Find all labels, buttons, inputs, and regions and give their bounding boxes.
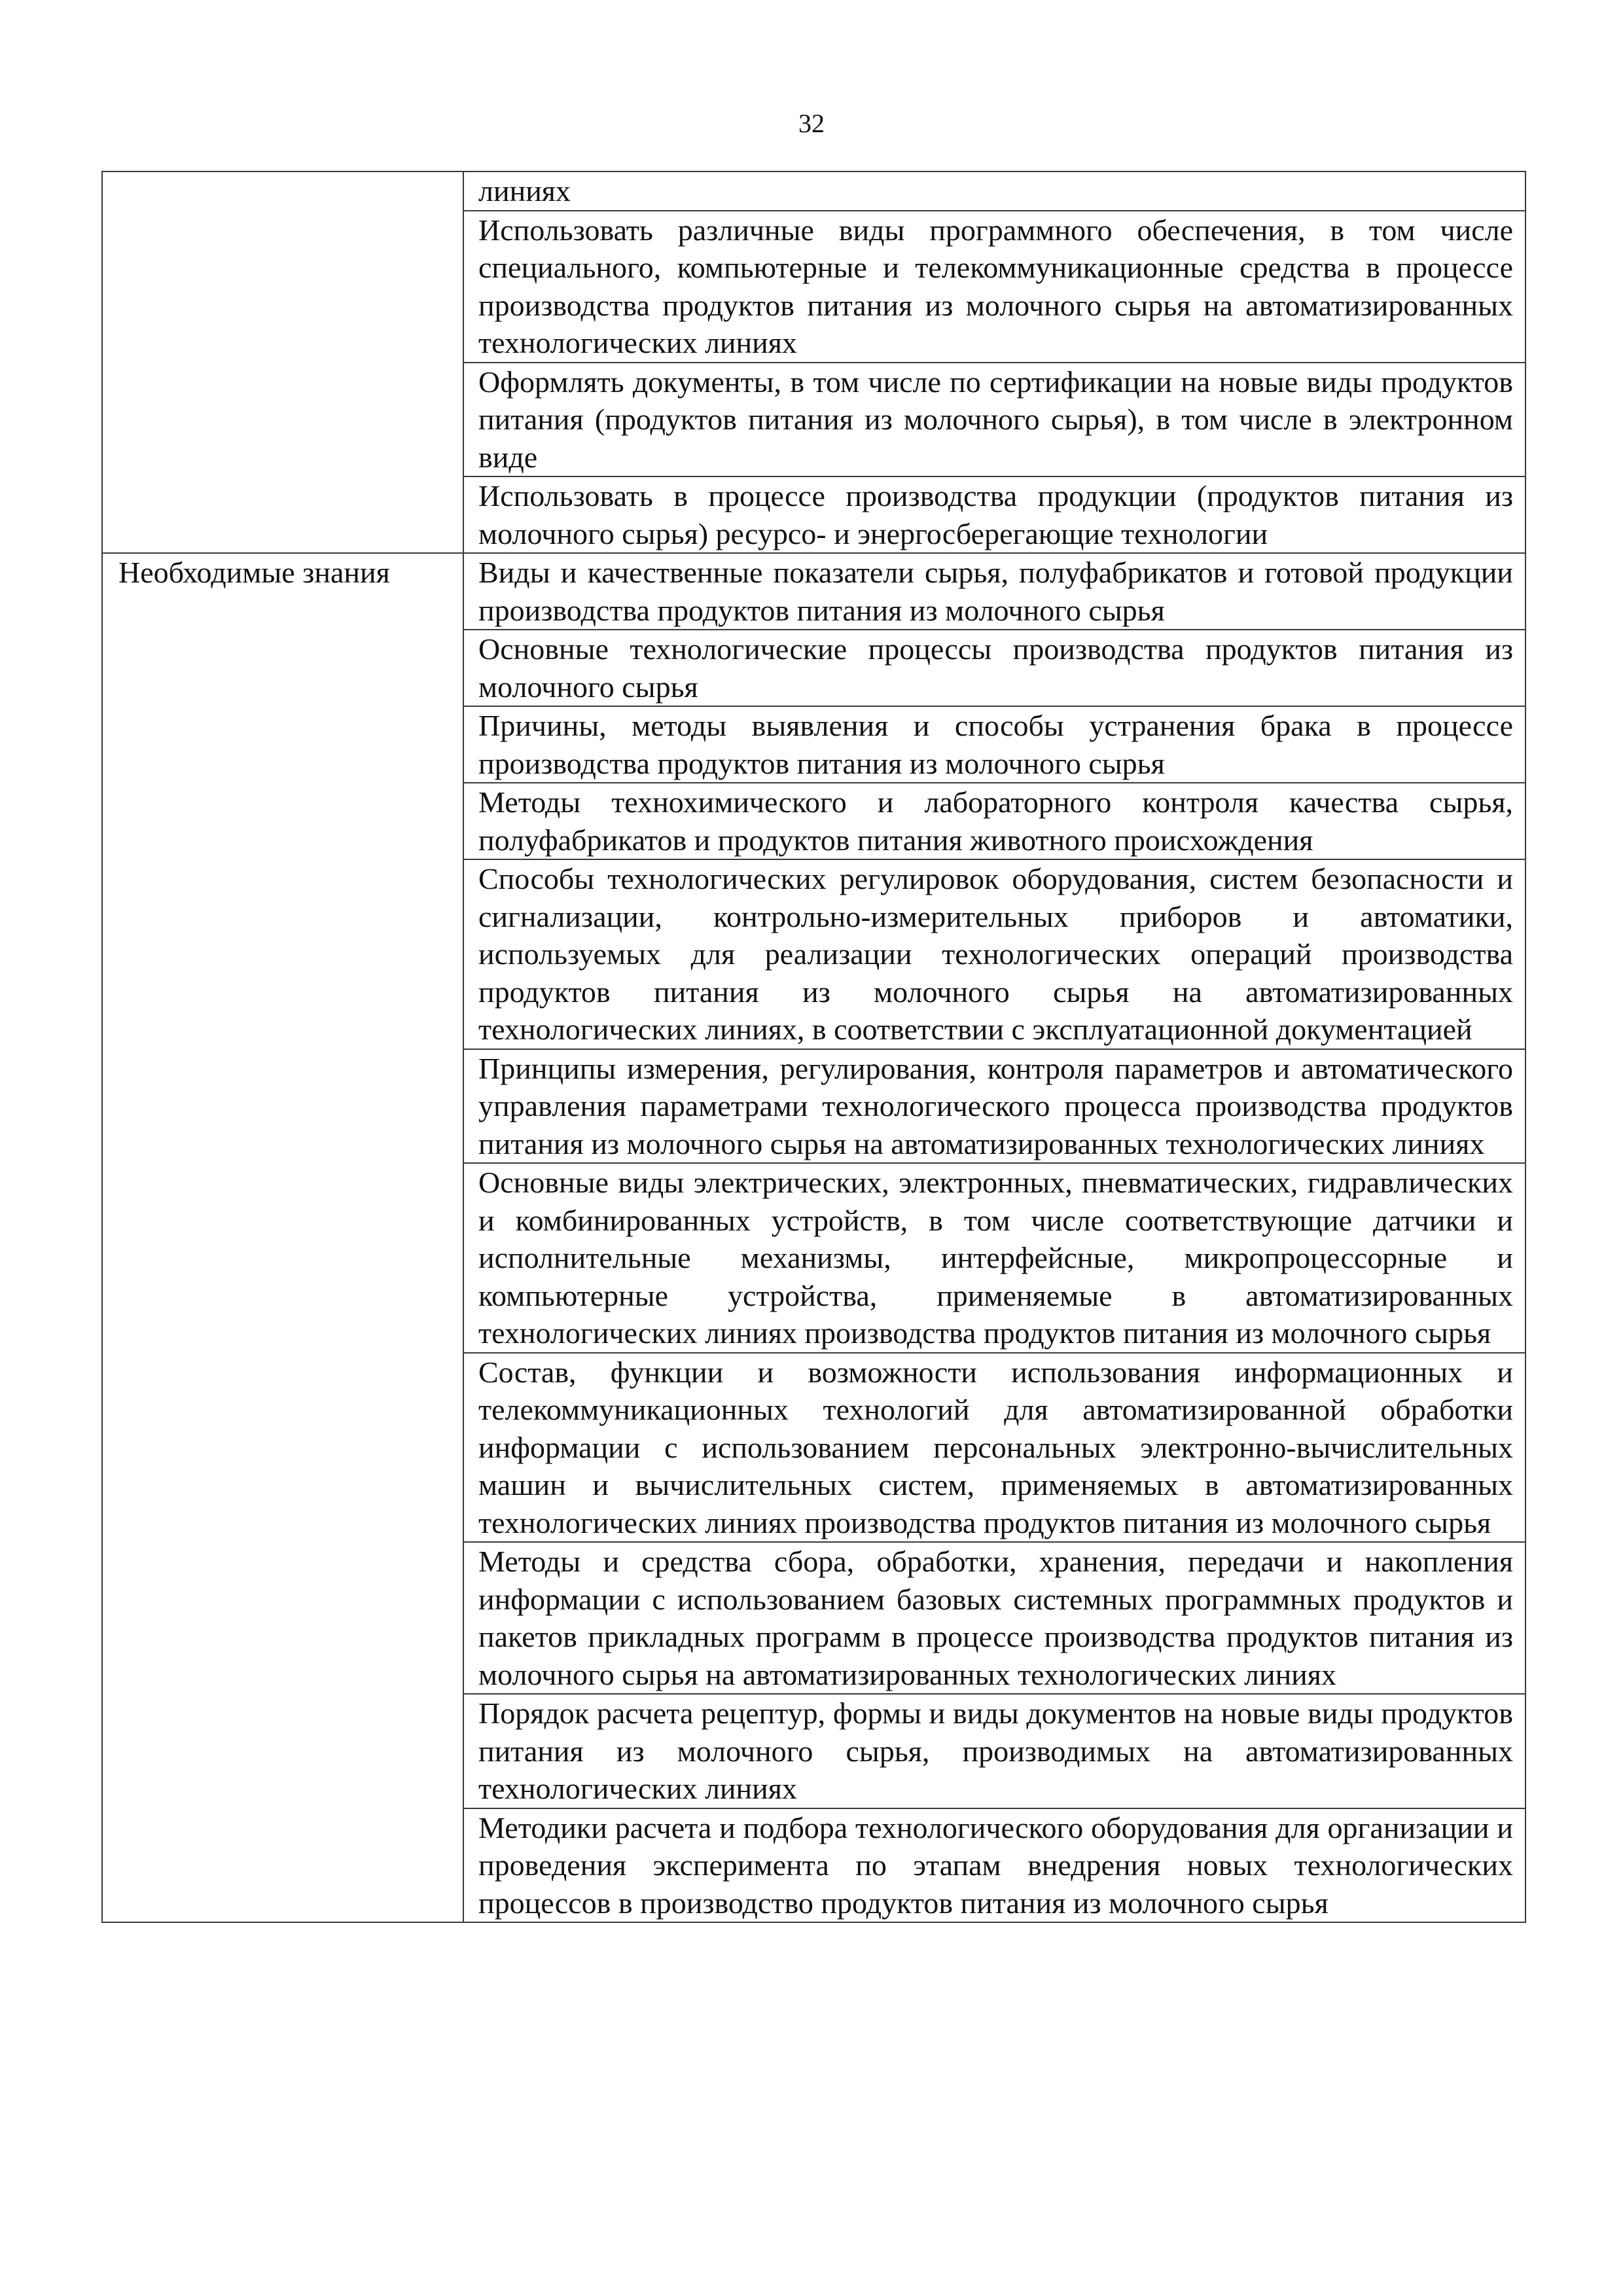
table-row: [102, 553, 1525, 630]
table-row: [102, 171, 1525, 211]
knowledge-description: Причины, методы выявления и способы устранения брака в процессе производства продуктов питания из молочного сырья: [463, 706, 1525, 783]
section-label-knowledge: Необходимые знания: [102, 553, 463, 1922]
skill-description: Использовать различные виды программного обеспечения, в том числе специального, компьютерные и телекоммуникационные средства в процессе производства продуктов питания из молочного сырья на автоматизированных технологических линиях: [463, 211, 1525, 363]
knowledge-description: Принципы измерения, регулирования, контроля параметров и автоматического управления параметрами технологического процесса производства продуктов питания из молочного сырья на автоматизированных технологических линиях: [463, 1049, 1525, 1164]
knowledge-description: Основные виды электрических, электронных, пневматических, гидравлических и комбинированных устройств, в том числе соответствующие датчики и исполнительные механизмы, интерфейсные, микропроцессорные и компьютерные устройства, применяемые в автоматизированных технологических линиях производства продуктов питания из молочного сырья: [463, 1163, 1525, 1353]
knowledge-description: Виды и качественные показатели сырья, полуфабрикатов и готовой продукции производства продуктов питания из молочного сырья: [463, 553, 1525, 630]
knowledge-description: Методики расчета и подбора технологического оборудования для организации и проведения эксперимента по этапам внедрения новых технологических процессов в производство продуктов питания из молочного сырья: [463, 1808, 1525, 1923]
knowledge-description: Методы технохимического и лабораторного контроля качества сырья, полуфабрикатов и продуктов питания животного происхождения: [463, 783, 1525, 859]
knowledge-description: Методы и средства сбора, обработки, хранения, передачи и накопления информации с использованием базовых системных программных продуктов и пакетов прикладных программ в процессе производства продуктов питания из молочного сырья на автоматизированных технологических линиях: [463, 1542, 1525, 1694]
skill-description: линиях: [463, 171, 1525, 211]
requirements-table: [101, 171, 1526, 1923]
knowledge-description: Состав, функции и возможности использования информационных и телекоммуникационных технологий для автоматизированной обработки информации с использованием персональных электронно-вычислительных машин и вычислительных систем, применяемых в автоматизированных технологических линиях производства продуктов питания из молочного сырья: [463, 1353, 1525, 1543]
knowledge-description: Способы технологических регулировок оборудования, систем безопасности и сигнализации, контрольно-измерительных приборов и автоматики, используемых для реализации технологических операций производства продуктов питания из молочного сырья на автоматизированных технологических линиях, в соответствии с эксплуатационной документацией: [463, 859, 1525, 1049]
skill-description: Использовать в процессе производства продукции (продуктов питания из молочного сырья) ресурсо- и энергосберегающие технологии: [463, 476, 1525, 553]
knowledge-description: Порядок расчета рецептур, формы и виды документов на новые виды продуктов питания из молочного сырья, производимых на автоматизированных технологических линиях: [463, 1694, 1525, 1808]
page-number: 32: [798, 109, 825, 138]
skill-description: Оформлять документы, в том числе по сертификации на новые виды продуктов питания (продуктов питания из молочного сырья), в том числе в электронном виде: [463, 363, 1525, 477]
empty-label-cell: [102, 171, 463, 553]
knowledge-description: Основные технологические процессы производства продуктов питания из молочного сырья: [463, 630, 1525, 706]
